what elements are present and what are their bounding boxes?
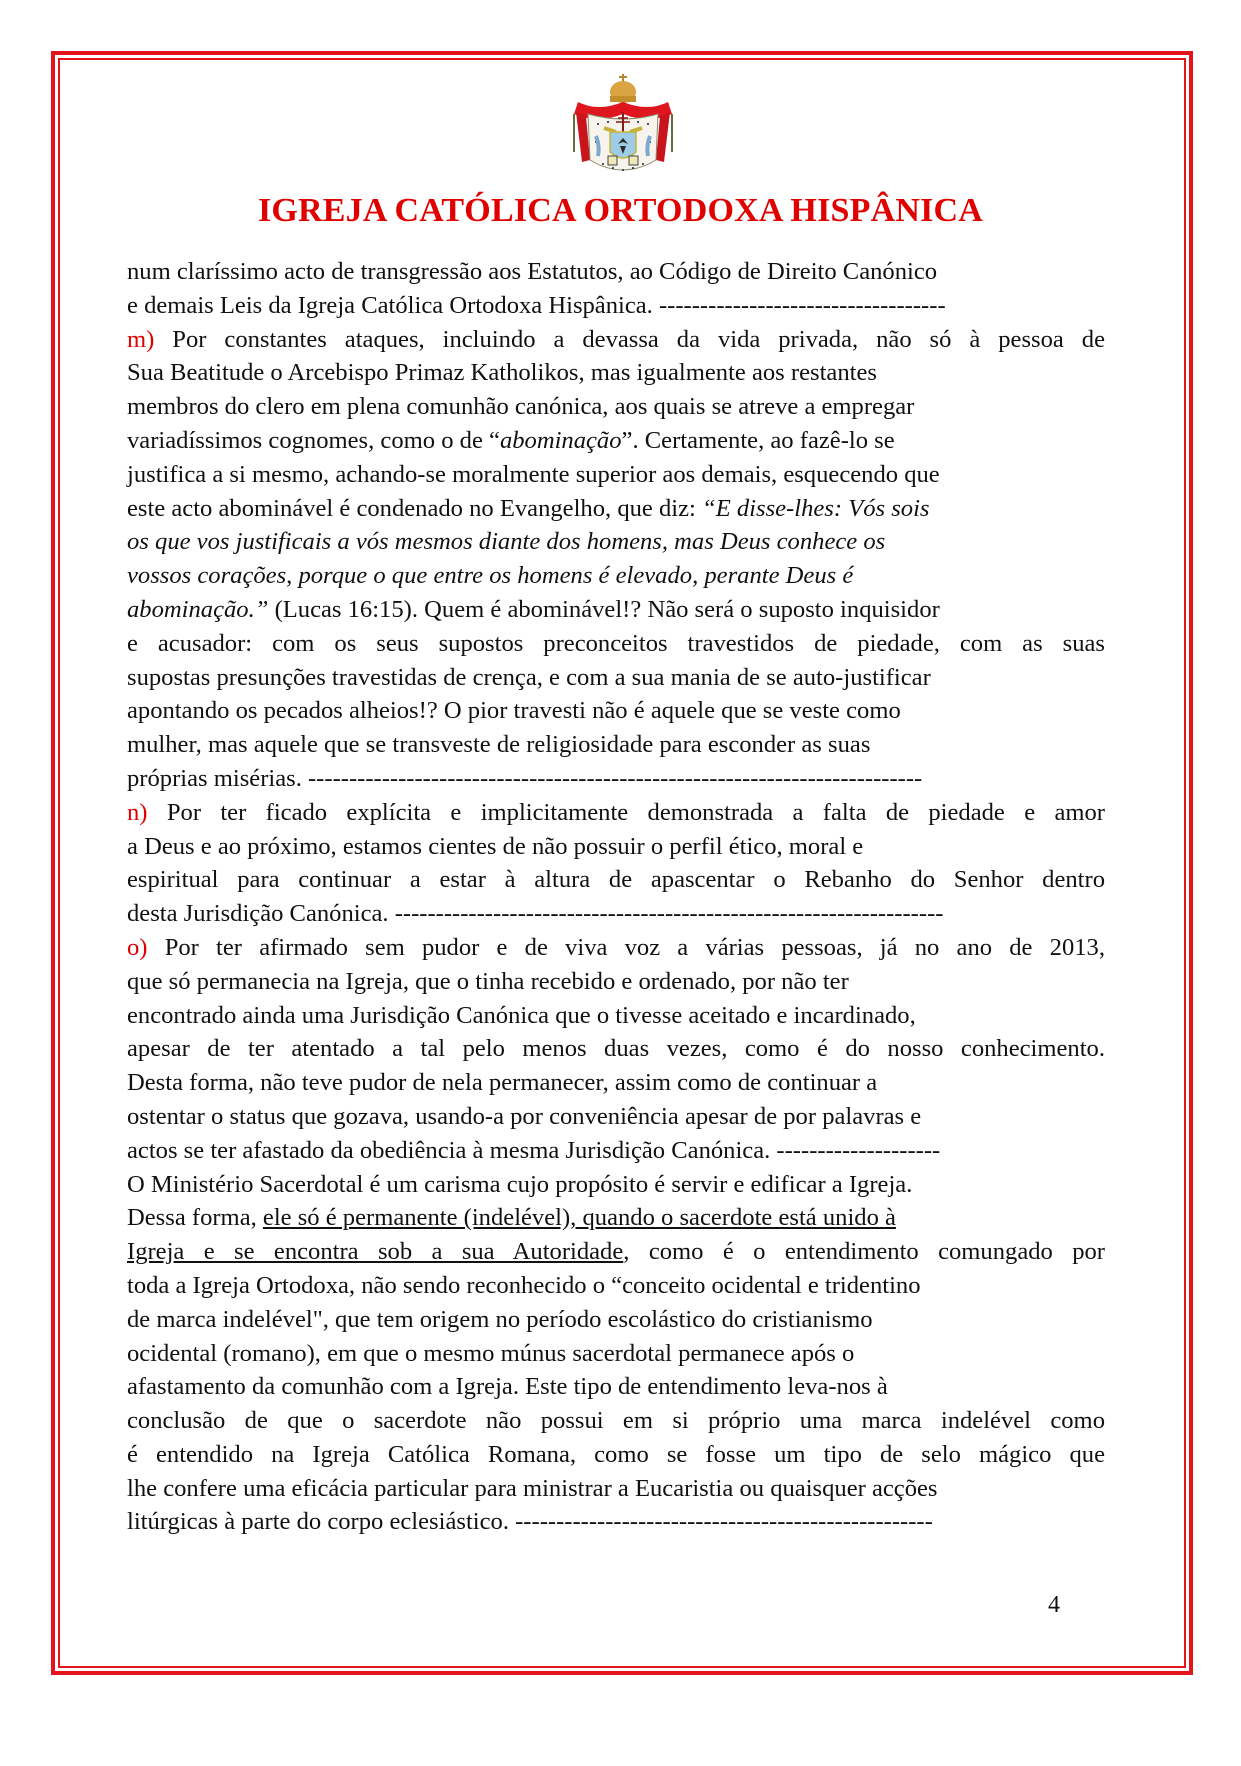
line-text: e acusador: com os seus supostos preconceitos travestidos de piedade, com as suas [127,629,1105,657]
line-text: este acto abominável é condenado no Evangelho, que diz: [127,494,703,522]
text-line [127,1337,1105,1371]
text-line [127,965,1105,999]
text-line [127,694,1105,728]
line-text: que só permanecia na Igreja, que o tinha recebido e ordenado, por não ter [127,967,849,995]
document-body [127,255,1105,1539]
page-number: 4 [1048,1592,1060,1618]
line-text: membros do clero em plena comunhão canónica, aos quais se atreve a empregar [127,393,915,421]
line-text: justifica a si mesmo, achando-se moralmente superior aos demais, esquecendo que [127,460,940,488]
text-line [127,1472,1105,1506]
text-line [127,999,1105,1033]
line-text: Desta forma, não teve pudor de nela permanecer, assim como de continuar a [127,1069,878,1097]
line-text: ocidental (romano), em que o mesmo múnus sacerdotal permanece após o [127,1339,855,1367]
text-line [127,356,1105,390]
quote-text: abominação.” [127,595,269,623]
line-text: apontando os pecados alheios!? O pior travesti não é aquele que se veste como [127,697,901,725]
line-text: Por ter ficado explícita e implicitamente demonstrada a falta de piedade e amor [166,798,1105,826]
text-line [127,1235,1105,1269]
item-m-start [127,323,1105,357]
underlined-text: Igreja e se encontra sob a sua Autoridade [127,1238,624,1266]
line-text: ”. Certamente, ao fazê-lo se [621,426,895,454]
line-text: litúrgicas à parte do corpo eclesiástico. --------------------------------------------------- [127,1508,933,1536]
line-text: próprias misérias. --------------------------------------------------------------------------- [127,764,923,792]
text-line [127,1269,1105,1303]
line-text: e demais Leis da Igreja Católica Ortodoxa Hispânica. ----------------------------------- [127,291,946,319]
text-line [127,492,1105,526]
line-text: toda a Igreja Ortodoxa, não sendo reconhecido o “conceito ocidental e tridentino [127,1271,921,1299]
text-line [127,424,1105,458]
text-line [127,593,1105,627]
line-text: encontrado ainda uma Jurisdição Canónica que o tivesse aceitado e incardinado, [127,1001,916,1029]
page-title: IGREJA CATÓLICA ORTODOXA HISPÂNICA [257,192,984,229]
list-marker-m: m) [127,325,155,353]
text-line [127,863,1105,897]
italic-text: abominação [499,426,622,454]
line-text [127,796,1105,830]
line-text: O Ministério Sacerdotal é um carisma cujo propósito é servir e edificar a Igreja. [127,1170,913,1198]
line-text: lhe confere uma eficácia particular para ministrar a Eucaristia ou quaisquer acções [127,1474,938,1502]
text-line [127,1134,1105,1168]
line-text: supostas presunções travestidas de crença, e com a sua mania de se auto-justificar [127,663,931,691]
line-text: conclusão de que o sacerdote não possui em si próprio uma marca indelével como [127,1407,1105,1435]
text-line [127,1303,1105,1337]
line-text: variadíssimos cognomes, como o de “ [127,426,500,454]
text-line [127,1438,1105,1472]
quote-text: os que vos justificais a vós mesmos diante dos homens, mas Deus conhece os [127,528,886,556]
line-text: Por constantes ataques, incluindo a devassa da vida privada, não só à pessoa de [172,325,1105,353]
line-text [127,424,895,458]
line-text: actos se ter afastado da obediência à mesma Jurisdição Canónica. -------------------- [127,1136,941,1164]
line-text: , como é o entendimento comungado por [623,1238,1106,1266]
text-line [127,1505,1105,1539]
text-line [127,728,1105,762]
text-line [127,1201,1105,1235]
coat-of-arms-icon [568,72,678,178]
text-line [127,1032,1105,1066]
list-marker-o: o) [127,933,148,961]
line-text: afastamento da comunhão com a Igreja. Este tipo de entendimento leva-nos à [127,1373,888,1401]
line-text: espiritual para continuar a estar à altura de apascentar o Rebanho do Senhor dentro [127,866,1105,894]
text-line [127,458,1105,492]
text-line [127,1404,1105,1438]
line-text: Dessa forma, [127,1204,263,1232]
text-line [127,1066,1105,1100]
line-text: é entendido na Igreja Católica Romana, como se fosse um tipo de selo mágico que [127,1440,1105,1468]
quote-line [127,525,1105,559]
text-line [127,661,1105,695]
line-text: desta Jurisdição Canónica. ------------------------------------------------------------------- [127,900,944,928]
line-text [127,593,940,627]
text-line [127,1370,1105,1404]
line-text [127,931,1105,965]
text-line [127,1100,1105,1134]
text-line [127,830,1105,864]
text-line [127,897,1105,931]
text-line [127,1168,1105,1202]
line-text: apesar de ter atentado a tal pelo menos duas vezes, como é do nosso conhecimento. [127,1035,1105,1063]
quote-text: “E disse-lhes: Vós sois [702,494,930,522]
quote-line [127,559,1105,593]
line-text: mulher, mas aquele que se transveste de religiosidade para esconder as suas [127,731,871,759]
line-text: ostentar o status que gozava, usando-a por conveniência apesar de por palavras e [127,1102,922,1130]
line-text [127,492,930,526]
line-text: (Lucas 16:15). Quem é abominável!? Não será o suposto inquisidor [268,595,940,623]
quote-text: vossos corações, porque o que entre os homens é elevado, perante Deus é [127,562,854,590]
line-text [127,1201,896,1235]
line-text: Sua Beatitude o Arcebispo Primaz Katholikos, mas igualmente aos restantes [127,359,877,387]
text-line [127,627,1105,661]
line-text: num claríssimo acto de transgressão aos Estatutos, ao Código de Direito Canónico [127,258,938,285]
underlined-text: ele só é permanente (indelével), quando o sacerdote está unido à [262,1204,896,1232]
text-line [127,255,1105,289]
item-o-start [127,931,1105,965]
line-text: Por ter afirmado sem pudor e de viva voz a várias pessoas, já no ano de 2013, [164,933,1105,961]
list-marker-n: n) [127,798,148,826]
item-n-start [127,796,1105,830]
text-line [127,390,1105,424]
line-text: a Deus e ao próximo, estamos cientes de não possuir o perfil ético, moral e [127,832,864,860]
line-text [127,323,1105,357]
text-line [127,762,1105,796]
text-line [127,289,1105,323]
line-text: de marca indelével", que tem origem no período escolástico do cristianismo [127,1305,873,1333]
line-text [127,1235,1105,1269]
